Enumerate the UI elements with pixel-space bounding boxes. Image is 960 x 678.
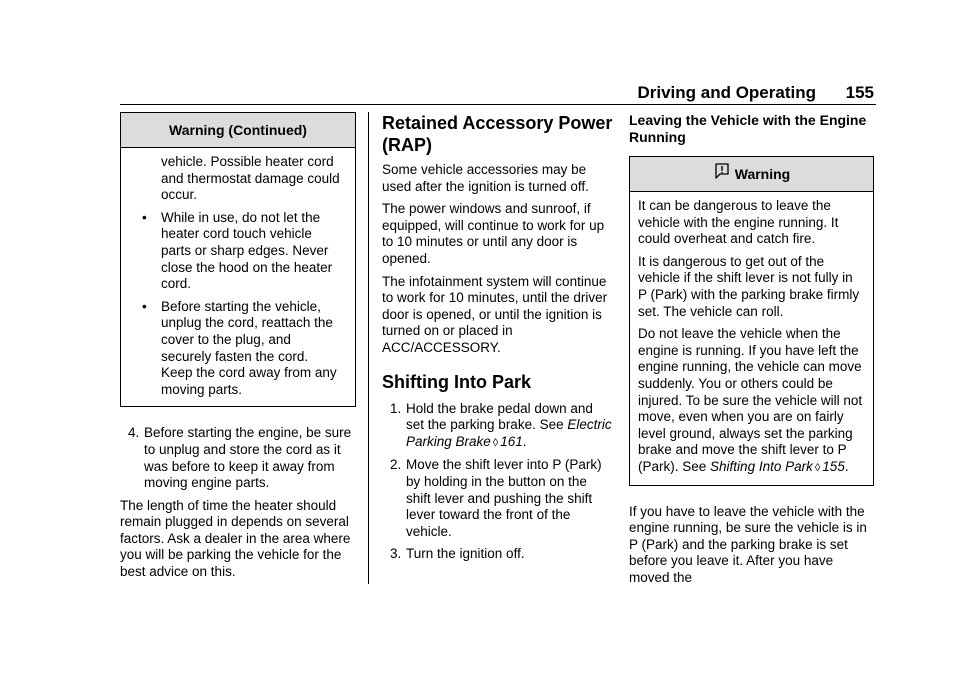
step-text: Turn the ignition off.	[406, 546, 525, 562]
leaving-vehicle-heading: Leaving the Vehicle with the Engine Running	[629, 112, 867, 145]
step-number: 3.	[390, 546, 402, 562]
column-1	[120, 112, 356, 581]
park-step-2	[382, 457, 614, 540]
bullet-item	[133, 299, 343, 399]
step-text: Move the shift lever into P (Park) by holding in the button on the shift lever and pushing the shift lever toward the front of the vehicle.	[406, 457, 602, 539]
rap-heading: Retained Accessory Power (RAP)	[382, 113, 613, 155]
heater-paragraph: The length of time the heater should remain plugged in depends on several factors. Ask a dealer in the area where you will be parking the vehicle for the best advice on this.	[120, 497, 351, 580]
leaving-vehicle-paragraph: If you have to leave the vehicle with the engine running, be sure the vehicle is in P (Park) and the parking brake is set before you leave it. After you have moved the	[629, 503, 867, 585]
bullet-mark: •	[142, 209, 147, 225]
step-number: 4.	[128, 425, 140, 441]
warning-icon	[713, 158, 731, 192]
step-number: 1.	[390, 400, 402, 416]
rap-paragraph-2: The power windows and sunroof, if equipped, will continue to work for up to 10 minutes or until any door is opened.	[382, 201, 605, 266]
warning-box-title	[630, 157, 873, 192]
bullet-mark: •	[142, 298, 147, 314]
park-heading: Shifting Into Park	[382, 371, 532, 392]
warning-box-body	[121, 148, 355, 406]
warning-box-title: Warning (Continued)	[121, 113, 355, 148]
bullet-text: Before starting the vehicle, unplug the cord, reattach the cover to the plug, and securely fasten the cord. Keep the cord away from any moving parts.	[161, 298, 337, 397]
warning-continued-text: vehicle. Possible heater cord and thermostat damage could occur.	[161, 154, 340, 203]
column-3	[629, 112, 874, 586]
section-title: Driving and Operating	[637, 83, 816, 102]
warning-paragraph-1: It can be dangerous to leave the vehicle with the engine running. It could overheat and catch fire.	[638, 198, 839, 247]
page-header	[120, 80, 876, 105]
rap-paragraph-1: Some vehicle accessories may be used after the ignition is turned off.	[382, 162, 589, 194]
cross-reference-link[interactable]: Electric Parking Brake	[406, 417, 612, 449]
cross-reference-page[interactable]: 161	[500, 433, 523, 449]
step-end: .	[522, 433, 527, 449]
warning-paragraph-3	[638, 326, 865, 476]
step-4	[120, 425, 356, 491]
column-2	[382, 112, 614, 563]
rap-paragraph-3: The infotainment system will continue to work for 10 minutes, until the driver door is opened, or until the ignition is turned on or placed in ACC/ACCESSORY.	[382, 273, 608, 355]
column-divider	[368, 112, 369, 584]
park-step-1	[382, 401, 614, 452]
bullet-text: While in use, do not let the heater cord touch vehicle parts or sharp edges. Never close the hood on the heater cord.	[161, 209, 333, 292]
bullet-item	[133, 210, 343, 293]
warning-label: Warning	[734, 166, 791, 182]
warning-paragraph-2: It is dangerous to get out of the vehicle if the shift lever is not fully in P (Park) with the parking brake firmly set. The vehicle can roll.	[638, 253, 860, 319]
cross-reference-page[interactable]: 155	[822, 458, 845, 474]
step-number: 2.	[390, 457, 402, 473]
warning-box-continued	[120, 112, 356, 407]
step-text: Hold the brake pedal down and set the parking brake. See	[406, 400, 593, 433]
page-ref-icon: ◊	[492, 436, 499, 449]
sentence-end: .	[844, 458, 849, 474]
page-number: 155	[845, 83, 874, 102]
park-step-3	[382, 546, 614, 563]
page-ref-icon: ◊	[814, 461, 821, 474]
step-text: Before starting the engine, be sure to unplug and store the cord as it was before to keep it away from moving engine parts.	[144, 425, 352, 491]
cross-reference-link[interactable]: Shifting Into Park	[710, 458, 813, 474]
warning-paragraph-3-text: Do not leave the vehicle when the engine is running. If you have left the engine running, the vehicle can move suddenly. You or others could be injured. To be sure the vehicle will not move, even when you are on fairly level ground, always set the parking brake and move the shift lever to P (Park). See	[638, 326, 863, 474]
warning-box-body	[630, 192, 873, 485]
warning-box	[629, 156, 874, 486]
